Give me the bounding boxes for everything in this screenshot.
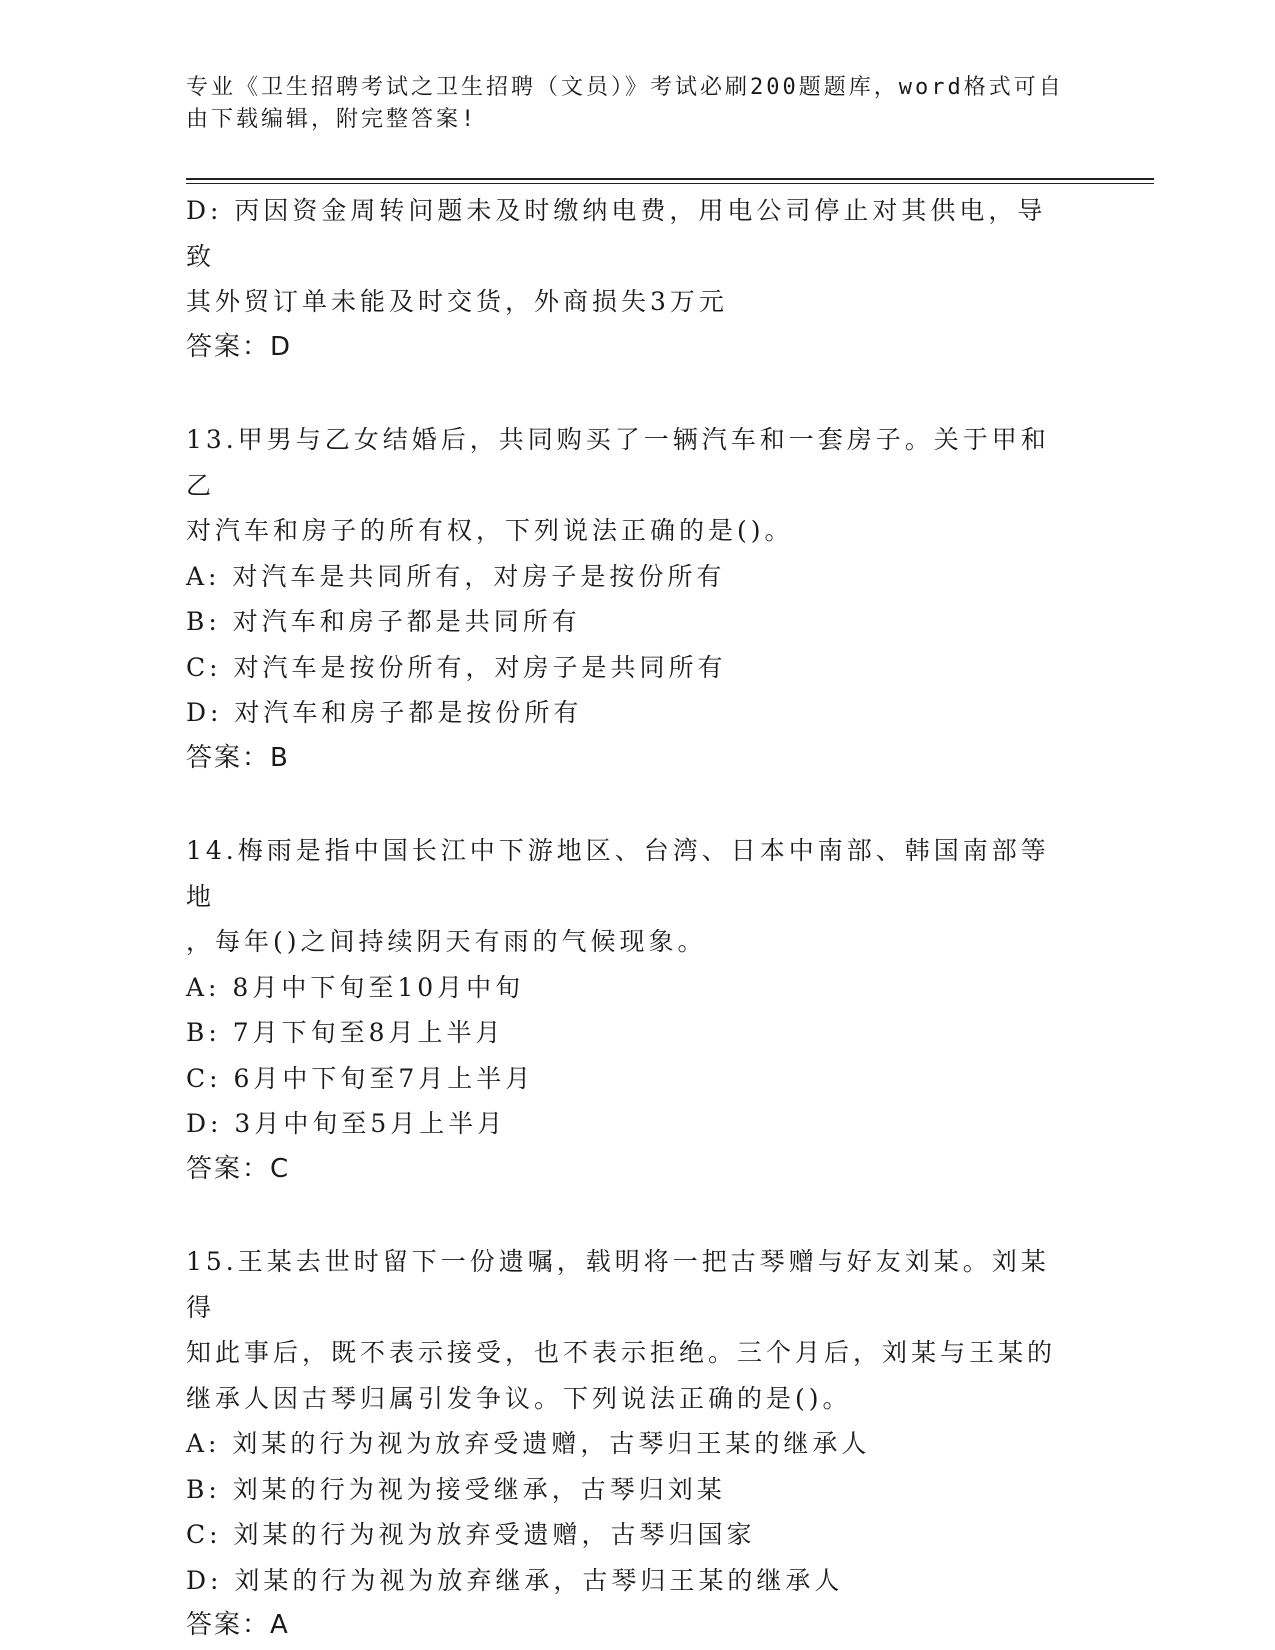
option-b: B: 刘某的行为视为接受继承，古琴归刘某 — [186, 1474, 726, 1504]
answer-line: 答案：D — [186, 331, 293, 362]
option-b: B: 对汽车和房子都是共同所有 — [186, 607, 581, 636]
question-14 — [186, 828, 1066, 1192]
question-stem-line: 14.梅雨是指中国长江中下游地区、台湾、日本中南部、韩国南部等地 — [186, 836, 1050, 911]
question-13 — [186, 417, 1066, 781]
option-a: A: 8月中下旬至10月中旬 — [186, 972, 525, 1002]
question-12-fragment — [186, 188, 1066, 370]
question-stem-line: 对汽车和房子的所有权，下列说法正确的是()。 — [186, 516, 794, 545]
question-stem-line: 15.王某去世时留下一份遗嘱，载明将一把古琴赠与好友刘某。刘某得 — [186, 1247, 1050, 1322]
option-a: A: 刘某的行为视为放弃受遗赠，古琴归王某的继承人 — [186, 1429, 871, 1458]
option-c: C: 6月中下旬至7月上半月 — [186, 1063, 535, 1093]
header-divider-thin — [186, 183, 1154, 184]
option-d: D: 对汽车和房子都是按份所有 — [186, 698, 583, 727]
document-body — [186, 188, 1066, 1649]
header-line-2: 由下载编辑，附完整答案! — [186, 107, 478, 132]
answer-line: 答案：B — [186, 742, 290, 773]
answer-line: 答案：C — [186, 1153, 291, 1184]
question-stem-line: ，每年()之间持续阴天有雨的气候现象。 — [186, 927, 707, 956]
question-spacer — [186, 781, 1066, 828]
question-spacer — [186, 370, 1066, 417]
question-stem-line: 13.甲男与乙女结婚后，共同购买了一辆汽车和一套房子。关于甲和乙 — [186, 425, 1050, 500]
option-d: D: 刘某的行为视为放弃继承，古琴归王某的继承人 — [186, 1565, 844, 1595]
question-stem-line: 继承人因古琴归属引发争议。下列说法正确的是()。 — [186, 1383, 852, 1413]
header-divider-thick — [186, 178, 1154, 180]
option-b: B: 7月下旬至8月上半月 — [186, 1018, 505, 1047]
option-d-line-2: 其外贸订单未能及时交货，外商损失3万元 — [186, 287, 728, 316]
answer-line: 答案：A — [186, 1610, 290, 1640]
question-stem-line: 知此事后，既不表示接受，也不表示拒绝。三个月后，刘某与王某的 — [186, 1338, 1057, 1367]
document-header — [186, 72, 1066, 136]
option-c: C: 对汽车是按份所有，对房子是共同所有 — [186, 652, 727, 682]
question-spacer — [186, 1192, 1066, 1239]
option-d: D: 3月中旬至5月上半月 — [186, 1109, 507, 1138]
option-c: C: 刘某的行为视为放弃受遗赠，古琴归国家 — [186, 1520, 756, 1549]
option-d-line-1: D: 丙因资金周转问题未及时缴纳电费，用电公司停止对其供电，导致 — [186, 196, 1047, 271]
question-15 — [186, 1239, 1066, 1649]
option-a: A: 对汽车是共同所有，对房子是按份所有 — [186, 561, 726, 591]
header-line-1: 专业《卫生招聘考试之卫生招聘（文员）》考试必刷200题题库，word格式可自 — [186, 75, 1064, 100]
